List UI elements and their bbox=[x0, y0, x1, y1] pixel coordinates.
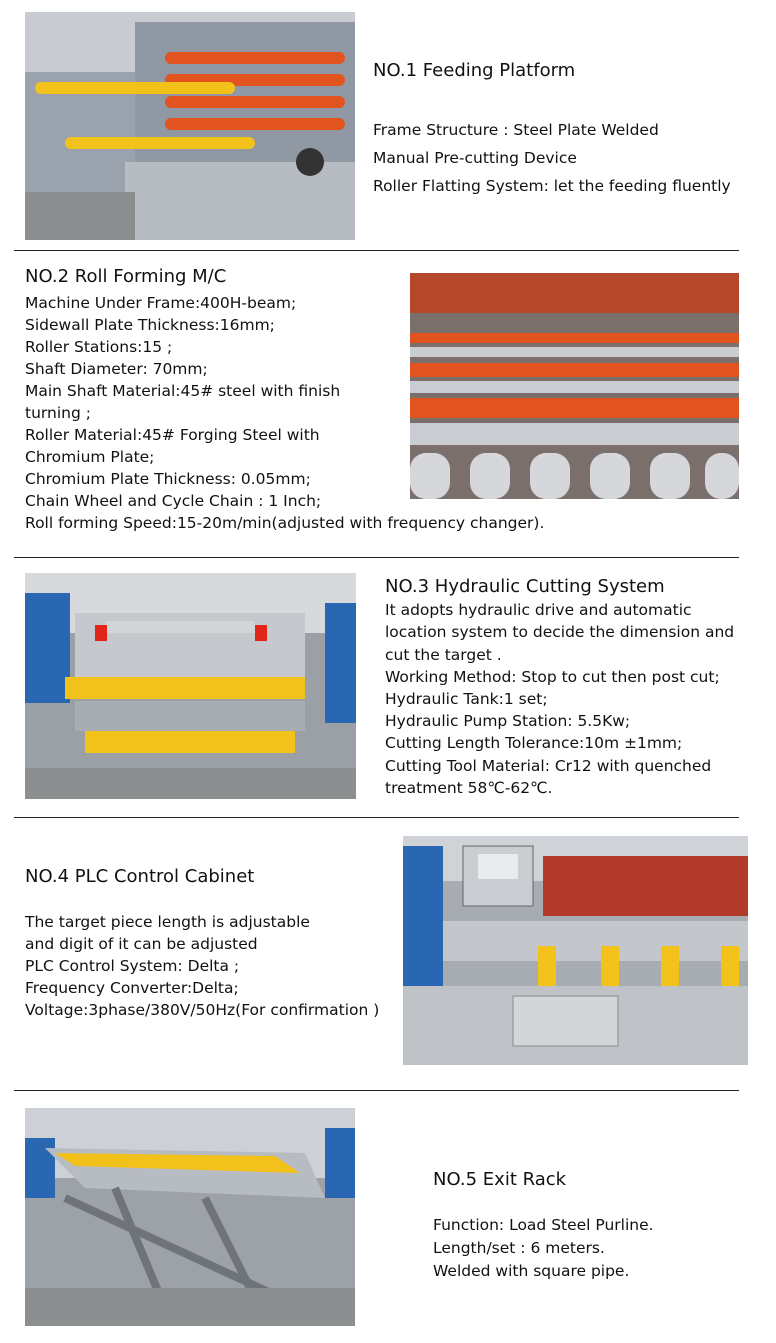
section-2-title: NO.2 Roll Forming M/C bbox=[25, 266, 227, 287]
section-3-line: Hydraulic Tank:1 set; bbox=[385, 690, 548, 708]
section-1-line: Manual Pre-cutting Device bbox=[373, 149, 577, 167]
hydraulic-cutting-photo bbox=[25, 573, 356, 799]
section-3-line: location system to decide the dimension and bbox=[385, 623, 735, 641]
section-divider bbox=[14, 250, 739, 251]
feeding-platform-photo bbox=[25, 12, 355, 240]
section-2-line: Roller Material:45# Forging Steel with bbox=[25, 426, 320, 444]
section-4-title: NO.4 PLC Control Cabinet bbox=[25, 866, 255, 887]
section-3-line: cut the target . bbox=[385, 646, 502, 664]
section-3-line: Cutting Length Tolerance:10m ±1mm; bbox=[385, 734, 683, 752]
section-3-line: Working Method: Stop to cut then post cut; bbox=[385, 668, 720, 686]
section-4-line: Frequency Converter:Delta; bbox=[25, 979, 239, 997]
section-4-line: The target piece length is adjustable bbox=[25, 913, 310, 931]
section-2-line: Chain Wheel and Cycle Chain : 1 Inch; bbox=[25, 492, 322, 510]
section-3-line: It adopts hydraulic drive and automatic bbox=[385, 601, 692, 619]
section-2-line: turning ; bbox=[25, 404, 91, 422]
section-2-line: Machine Under Frame:400H-beam; bbox=[25, 294, 297, 312]
section-1-title: NO.1 Feeding Platform bbox=[373, 60, 576, 81]
section-2-line: Sidewall Plate Thickness:16mm; bbox=[25, 316, 275, 334]
section-2-line: Main Shaft Material:45# steel with finish bbox=[25, 382, 341, 400]
roll-forming-photo bbox=[410, 273, 739, 499]
section-divider bbox=[14, 557, 739, 558]
section-3-line: treatment 58℃-62℃. bbox=[385, 779, 553, 797]
section-3-line: Hydraulic Pump Station: 5.5Kw; bbox=[385, 712, 631, 730]
section-5-title: NO.5 Exit Rack bbox=[433, 1169, 567, 1190]
section-3-line: Cutting Tool Material: Cr12 with quenched bbox=[385, 757, 712, 775]
section-2-line: Roller Stations:15 ; bbox=[25, 338, 173, 356]
section-divider bbox=[14, 817, 739, 818]
section-2-line: Shaft Diameter: 70mm; bbox=[25, 360, 208, 378]
plc-control-cabinet-photo bbox=[403, 836, 748, 1065]
section-divider bbox=[14, 1090, 739, 1091]
section-4-line: and digit of it can be adjusted bbox=[25, 935, 258, 953]
section-5-line: Function: Load Steel Purline. bbox=[433, 1216, 654, 1234]
section-2-line: Chromium Plate Thickness: 0.05mm; bbox=[25, 470, 311, 488]
section-1-line: Roller Flatting System: let the feeding fluently bbox=[373, 177, 731, 195]
section-2-line: Chromium Plate; bbox=[25, 448, 155, 466]
section-4-line: Voltage:3phase/380V/50Hz(For confirmation ) bbox=[25, 1001, 380, 1019]
section-3-title: NO.3 Hydraulic Cutting System bbox=[385, 576, 665, 597]
section-5-line: Welded with square pipe. bbox=[433, 1262, 630, 1280]
section-2-line: Roll forming Speed:15-20m/min(adjusted with frequency changer). bbox=[25, 514, 545, 532]
section-1-line: Frame Structure : Steel Plate Welded bbox=[373, 121, 659, 139]
exit-rack-photo bbox=[25, 1108, 355, 1326]
section-4-line: PLC Control System: Delta ; bbox=[25, 957, 240, 975]
section-5-line: Length/set : 6 meters. bbox=[433, 1239, 605, 1257]
